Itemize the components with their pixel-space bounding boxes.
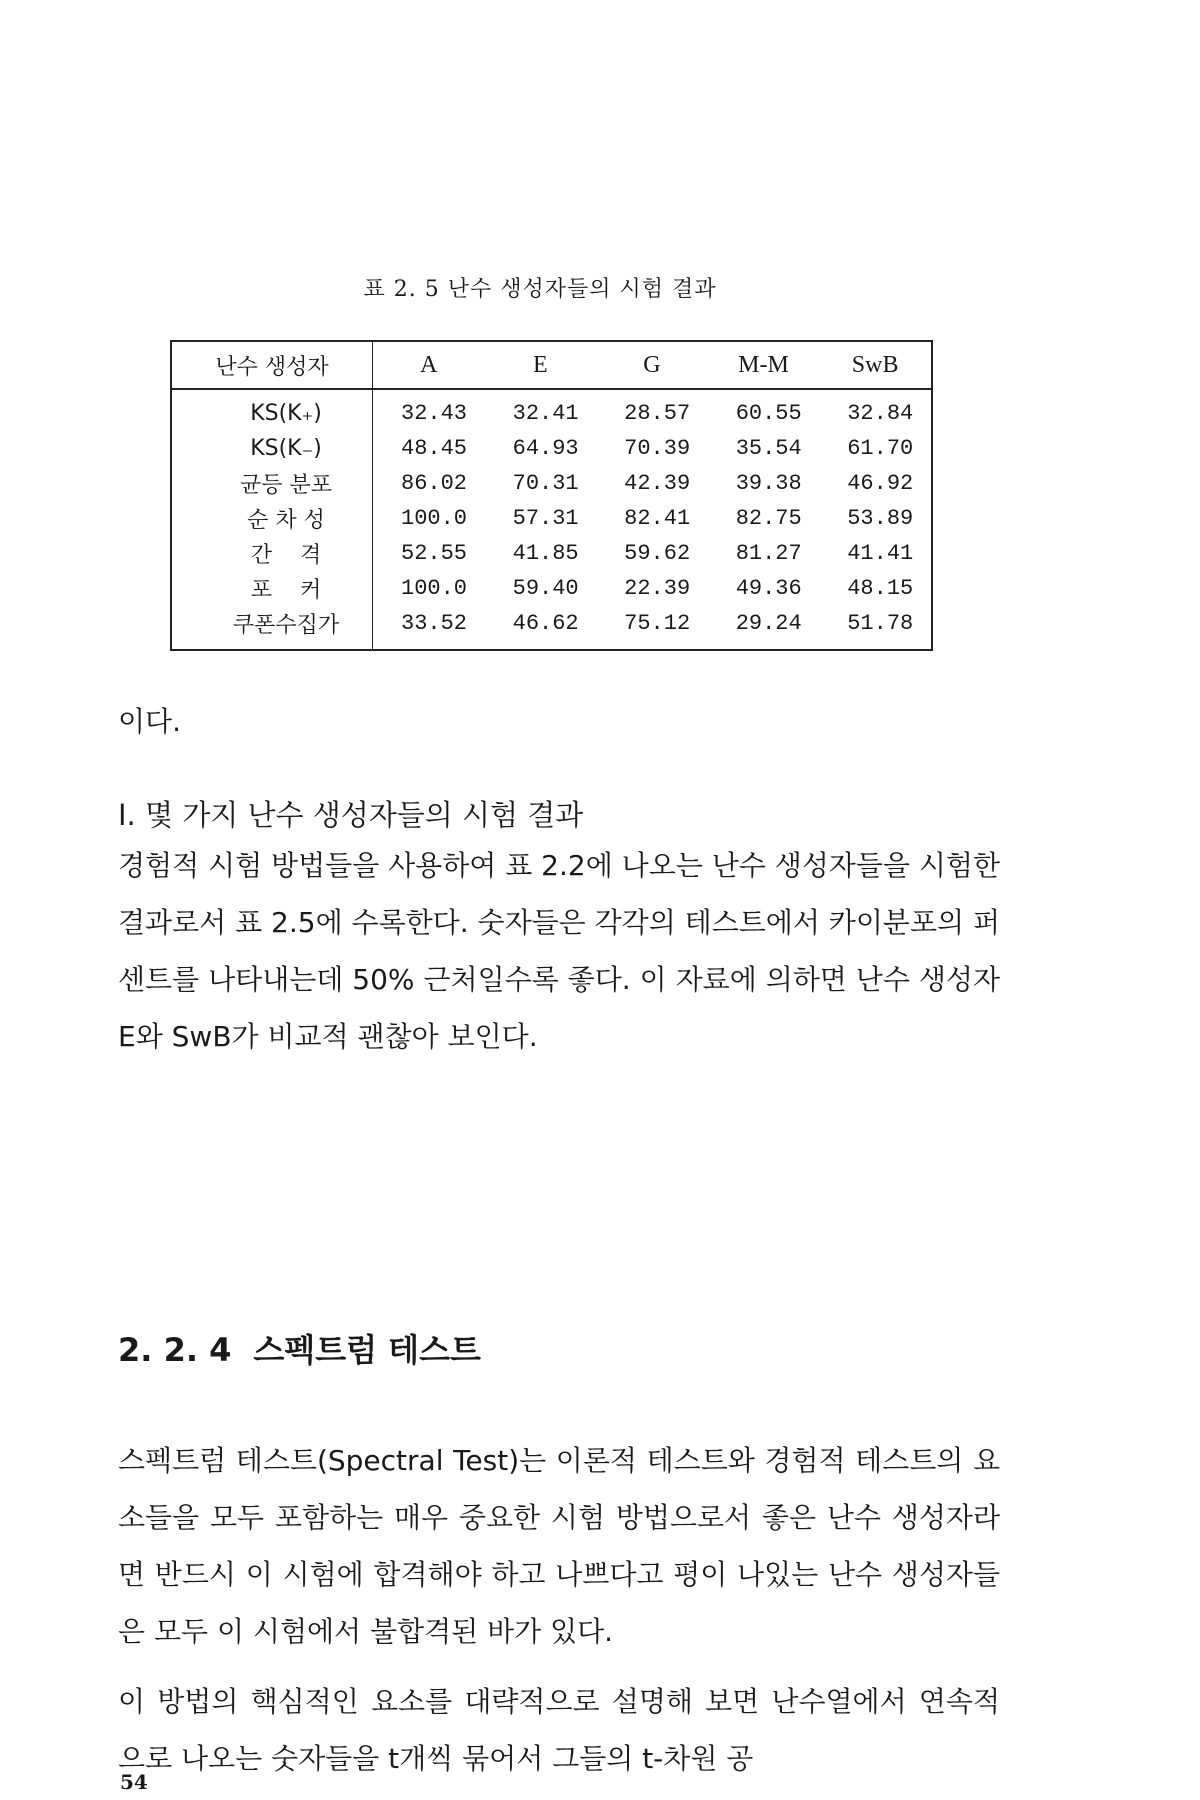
table-cell: 75.12 bbox=[624, 611, 691, 636]
results-table bbox=[170, 340, 933, 651]
table-cell: 46.62 bbox=[512, 611, 579, 636]
table-cell: 70.39 bbox=[624, 436, 691, 461]
table-cell: 48.15 bbox=[847, 576, 914, 601]
table-row bbox=[171, 466, 932, 501]
subsection-paragraph: 경험적 시험 방법들을 사용하여 표 2.2에 나오는 난수 생성자들을 시험한 결과로서 표 2.5에 수록한다. 숫자들은 각각의 테스트에서 카이분포의 퍼센트를 나타내는데 50% 근처일수록 좋다. 이 자료에 의하면 난수 생성자 E와 SwB가 비교적 괜찮아 보인다. bbox=[118, 849, 1000, 1053]
table-cell: 53.89 bbox=[847, 506, 914, 531]
row-label: 순 차 성 bbox=[171, 501, 373, 536]
table-row bbox=[171, 501, 932, 536]
row-label: 쿠폰수집가 bbox=[171, 606, 373, 650]
column-header: E bbox=[485, 341, 597, 389]
table-row bbox=[171, 389, 932, 431]
table-cell: 86.02 bbox=[401, 471, 468, 496]
table-cell: 41.41 bbox=[847, 541, 914, 566]
table-cell: 49.36 bbox=[735, 576, 802, 601]
continuation-fragment: 이다. bbox=[118, 705, 181, 738]
row-label: KS(K₋) bbox=[171, 431, 373, 466]
section-heading bbox=[118, 1325, 481, 1371]
table-row bbox=[171, 536, 932, 571]
table-cell: 100.0 bbox=[401, 576, 468, 601]
table-cell: 82.41 bbox=[624, 506, 691, 531]
row-label: 간 격 bbox=[171, 536, 373, 571]
table-cell: 39.38 bbox=[735, 471, 802, 496]
table-cell: 29.24 bbox=[735, 611, 802, 636]
table-cell: 52.55 bbox=[401, 541, 468, 566]
table-cell: 28.57 bbox=[624, 401, 691, 426]
table-cell: 35.54 bbox=[735, 436, 802, 461]
table-cell: 33.52 bbox=[401, 611, 468, 636]
row-label: KS(K₊) bbox=[171, 389, 373, 431]
table-cell: 57.31 bbox=[512, 506, 579, 531]
table-cell: 81.27 bbox=[735, 541, 802, 566]
table-cell: 70.31 bbox=[512, 471, 579, 496]
table-row bbox=[171, 571, 932, 606]
table-cell: 22.39 bbox=[624, 576, 691, 601]
column-header: G bbox=[596, 341, 708, 389]
row-label: 균등 분포 bbox=[171, 466, 373, 501]
table-cell: 59.62 bbox=[624, 541, 691, 566]
table-row bbox=[171, 431, 932, 466]
table-header-row bbox=[171, 341, 932, 389]
column-header: SwB bbox=[819, 341, 932, 389]
table-cell: 60.55 bbox=[735, 401, 802, 426]
table-caption: 표 2. 5 난수 생성자들의 시험 결과 bbox=[363, 277, 717, 302]
table-cell: 46.92 bbox=[847, 471, 914, 496]
table-cell: 32.41 bbox=[512, 401, 579, 426]
table-cell: 61.70 bbox=[847, 436, 914, 461]
column-header: M-M bbox=[708, 341, 820, 389]
table-cell: 64.93 bbox=[512, 436, 579, 461]
table-cell: 48.45 bbox=[401, 436, 468, 461]
table-cell: 100.0 bbox=[401, 506, 468, 531]
table-cell: 82.75 bbox=[735, 506, 802, 531]
section-title: 스펙트럼 테스트 bbox=[253, 1331, 481, 1369]
column-header: A bbox=[373, 341, 485, 389]
subsection-heading: Ⅰ. 몇 가지 난수 생성자들의 시험 결과 bbox=[118, 798, 584, 832]
corner-header: 난수 생성자 bbox=[171, 341, 373, 389]
page-number: 54 bbox=[120, 1770, 148, 1794]
table-cell: 32.84 bbox=[847, 401, 914, 426]
row-label: 포 커 bbox=[171, 571, 373, 606]
table-cell: 51.78 bbox=[847, 611, 914, 636]
table-cell: 41.85 bbox=[512, 541, 579, 566]
section-number: 2. 2. 4 bbox=[118, 1331, 232, 1369]
table-cell: 42.39 bbox=[624, 471, 691, 496]
table-row bbox=[171, 606, 932, 650]
table-cell: 32.43 bbox=[401, 401, 468, 426]
table-cell: 59.40 bbox=[512, 576, 579, 601]
section-paragraph-2: 이 방법의 핵심적인 요소를 대략적으로 설명해 보면 난수열에서 연속적으로 나오는 숫자들을 t개씩 묶어서 그들의 t-차원 공 bbox=[118, 1685, 1000, 1775]
section-paragraph-1: 스펙트럼 테스트(Spectral Test)는 이론적 테스트와 경험적 테스트의 요소들을 모두 포함하는 매우 중요한 시험 방법으로서 좋은 난수 생성자라면 반드시 이 시험에 합격해야 하고 나쁘다고 평이 나있는 난수 생성자들은 모두 이 시험에서 불합격된 바가 있다. bbox=[118, 1444, 1000, 1648]
